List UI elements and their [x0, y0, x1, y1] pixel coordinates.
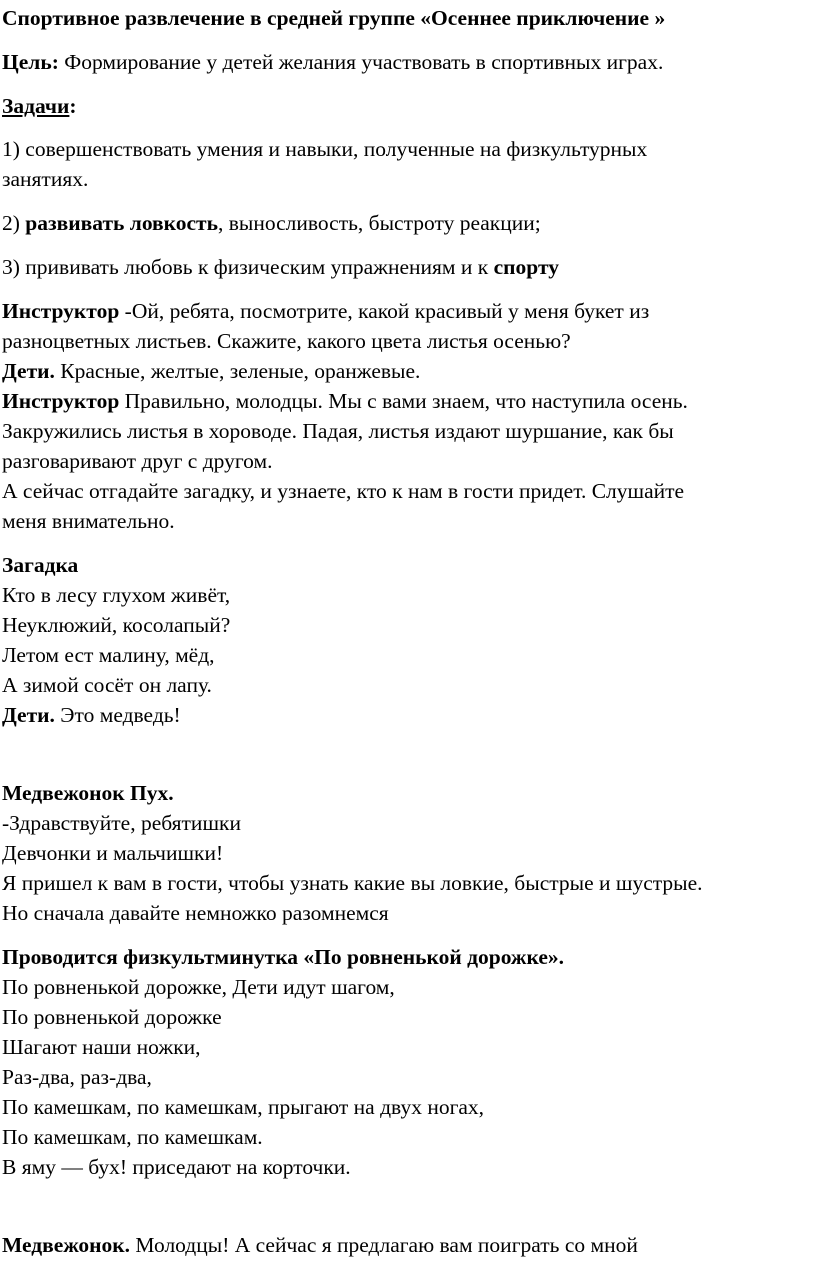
- task-2: [2, 208, 541, 238]
- instructor-2-line-3: разговаривают друг с другом.: [2, 449, 273, 473]
- task-2-prefix: 2): [2, 211, 26, 235]
- riddle-line: А зимой сосёт он лапу.: [2, 673, 212, 697]
- riddle-heading: Загадка: [2, 553, 79, 577]
- exercise-line: Шагают наши ножки,: [2, 1035, 201, 1059]
- kids-text: Красные, желтые, зеленые, оранжевые.: [54, 359, 421, 383]
- kids-answer-2: [2, 700, 181, 730]
- pooh-line: -Здравствуйте, ребятишки: [2, 811, 241, 835]
- goal-text: Формирование у детей желания участвовать в спортивных играх.: [58, 50, 664, 74]
- goal-paragraph: [2, 47, 663, 77]
- exercise-line: По камешкам, по камешкам, прыгают на двух ногах,: [2, 1095, 485, 1119]
- instructor-text: -Ой, ребята, посмотрите, какой красивый у меня букет из: [119, 299, 650, 323]
- bear-paragraph: [2, 1230, 638, 1260]
- pooh-line: Я пришел к вам в гости, чтобы узнать какие вы ловкие, быстрые и шустрые.: [2, 871, 703, 895]
- tasks-colon: :: [69, 94, 77, 118]
- instructor-2-line-4: А сейчас отгадайте загадку, и узнаете, кто к нам в гости придет. Слушайте: [2, 479, 685, 503]
- pooh-heading: Медвежонок Пух.: [2, 781, 174, 805]
- exercise-line: Раз-два, раз-два,: [2, 1065, 152, 1089]
- exercise-heading: Проводится физкультминутка «По ровненькой дорожке».: [2, 945, 565, 969]
- exercise-line: По ровненькой дорожке, Дети идут шагом,: [2, 975, 395, 999]
- bear-text: Молодцы! А сейчас я предлагаю вам поиграть со мной: [130, 1233, 638, 1257]
- task-3-bold: спорту: [493, 255, 559, 279]
- riddle-line: Неуклюжий, косолапый?: [2, 613, 231, 637]
- pooh-line: Но сначала давайте немножко разомнемся: [2, 901, 389, 925]
- instructor-text: Правильно, молодцы. Мы с вами знаем, что наступила осень.: [119, 389, 688, 413]
- instructor-label: Инструктор: [2, 389, 120, 413]
- task-3-text: 3) прививать любовь к физическим упражнениям и к: [2, 255, 494, 279]
- instructor-line-1: [2, 296, 649, 326]
- document-title: Спортивное развлечение в средней группе «Осеннее приключение »: [2, 6, 666, 30]
- exercise-line: По ровненькой дорожке: [2, 1005, 222, 1029]
- task-2-rest: , выносливость, быстроту реакции;: [217, 211, 541, 235]
- exercise-line: По камешкам, по камешкам.: [2, 1125, 263, 1149]
- exercise-line: В яму — бух! приседают на корточки.: [2, 1155, 351, 1179]
- instructor-2-line-1: [2, 386, 688, 416]
- kids-label: Дети.: [2, 703, 55, 727]
- tasks-heading: [2, 91, 77, 121]
- pooh-line: Девчонки и мальчишки!: [2, 841, 224, 865]
- task-3: [2, 252, 559, 282]
- goal-label: Цель:: [2, 50, 59, 74]
- kids-text: Это медведь!: [54, 703, 181, 727]
- instructor-2-line-2: Закружились листья в хороводе. Падая, листья издают шуршание, как бы: [2, 419, 674, 443]
- kids-answer-1: [2, 356, 420, 386]
- task-2-bold: развивать ловкость: [25, 211, 218, 235]
- kids-label: Дети.: [2, 359, 55, 383]
- riddle-line: Летом ест малину, мёд,: [2, 643, 215, 667]
- task-1-line-1: 1) совершенствовать умения и навыки, полученные на физкультурных: [2, 137, 648, 161]
- tasks-label: Задачи: [2, 94, 70, 118]
- task-1-line-2: занятиях.: [2, 167, 89, 191]
- instructor-label: Инструктор: [2, 299, 120, 323]
- bear-label: Медвежонок.: [2, 1233, 131, 1257]
- instructor-line-2: разноцветных листьев. Скажите, какого цвета листья осенью?: [2, 329, 571, 353]
- riddle-line: Кто в лесу глухом живёт,: [2, 583, 231, 607]
- instructor-2-line-5: меня внимательно.: [2, 509, 175, 533]
